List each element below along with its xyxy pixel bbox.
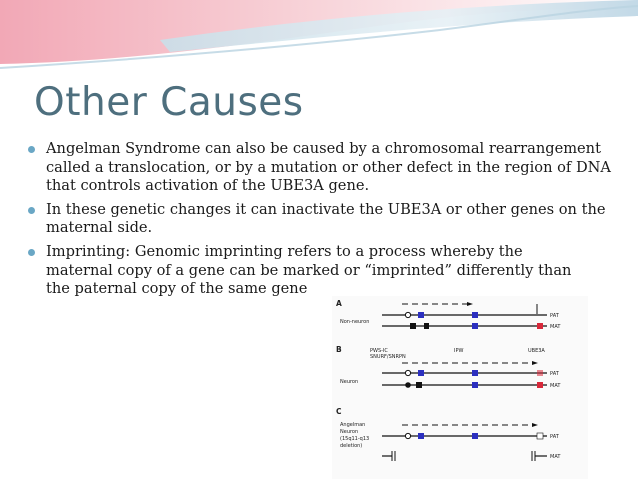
panel-label: Neuron xyxy=(340,379,359,385)
bullet-text-line: maternal copy of a gene can be marked or “imprinted” differently than xyxy=(46,261,572,279)
mat-label: MAT xyxy=(550,454,561,460)
bullet-item xyxy=(24,140,624,196)
gene-label: SNURF/SNRPN xyxy=(370,354,406,360)
gene-label: IPW xyxy=(454,348,464,354)
bullet-dot-icon xyxy=(28,146,35,153)
panel-label: Non-neuron xyxy=(340,319,370,325)
slide-title: Other Causes xyxy=(34,80,304,125)
panel-label-line: (15q11-q13 xyxy=(340,436,370,442)
bullet-item xyxy=(24,243,624,299)
pat-label: PAT xyxy=(550,313,559,319)
bullet-text-line: Imprinting: Genomic imprinting refers to a process whereby the xyxy=(46,242,523,260)
mat-label: MAT xyxy=(550,383,561,389)
imprinting-diagram xyxy=(332,296,588,479)
panel-label-line: deletion) xyxy=(340,443,363,449)
gene-label: UBE3A xyxy=(528,348,545,354)
bullet-item xyxy=(24,201,624,238)
pat-label: PAT xyxy=(550,371,559,377)
panel-letter: C xyxy=(336,407,342,416)
panel-letter: B xyxy=(336,345,342,354)
bullet-text-line: the paternal copy of the same gene xyxy=(46,280,308,298)
bullet-dot-icon xyxy=(28,207,35,214)
panel-label-line: Neuron xyxy=(340,429,359,435)
bullet-dot-icon xyxy=(28,249,35,256)
panel-letter: A xyxy=(336,299,342,308)
bullet-text: Angelman Syndrome can also be caused by a chromosomal rearrangement called a translocation, or by a mutation or other defect in the region of DNA that controls activation of the UBE3A gene. xyxy=(46,140,611,195)
pat-label: PAT xyxy=(550,434,559,440)
bullet-text: In these genetic changes it can inactivate the UBE3A or other genes on the maternal side. xyxy=(46,200,606,237)
panel-label-line: Angelman xyxy=(340,422,366,428)
gene-label: PWS-IC xyxy=(370,348,388,354)
bullet-list xyxy=(24,140,624,304)
header-wave-decoration xyxy=(0,0,638,80)
mat-label: MAT xyxy=(550,324,561,330)
